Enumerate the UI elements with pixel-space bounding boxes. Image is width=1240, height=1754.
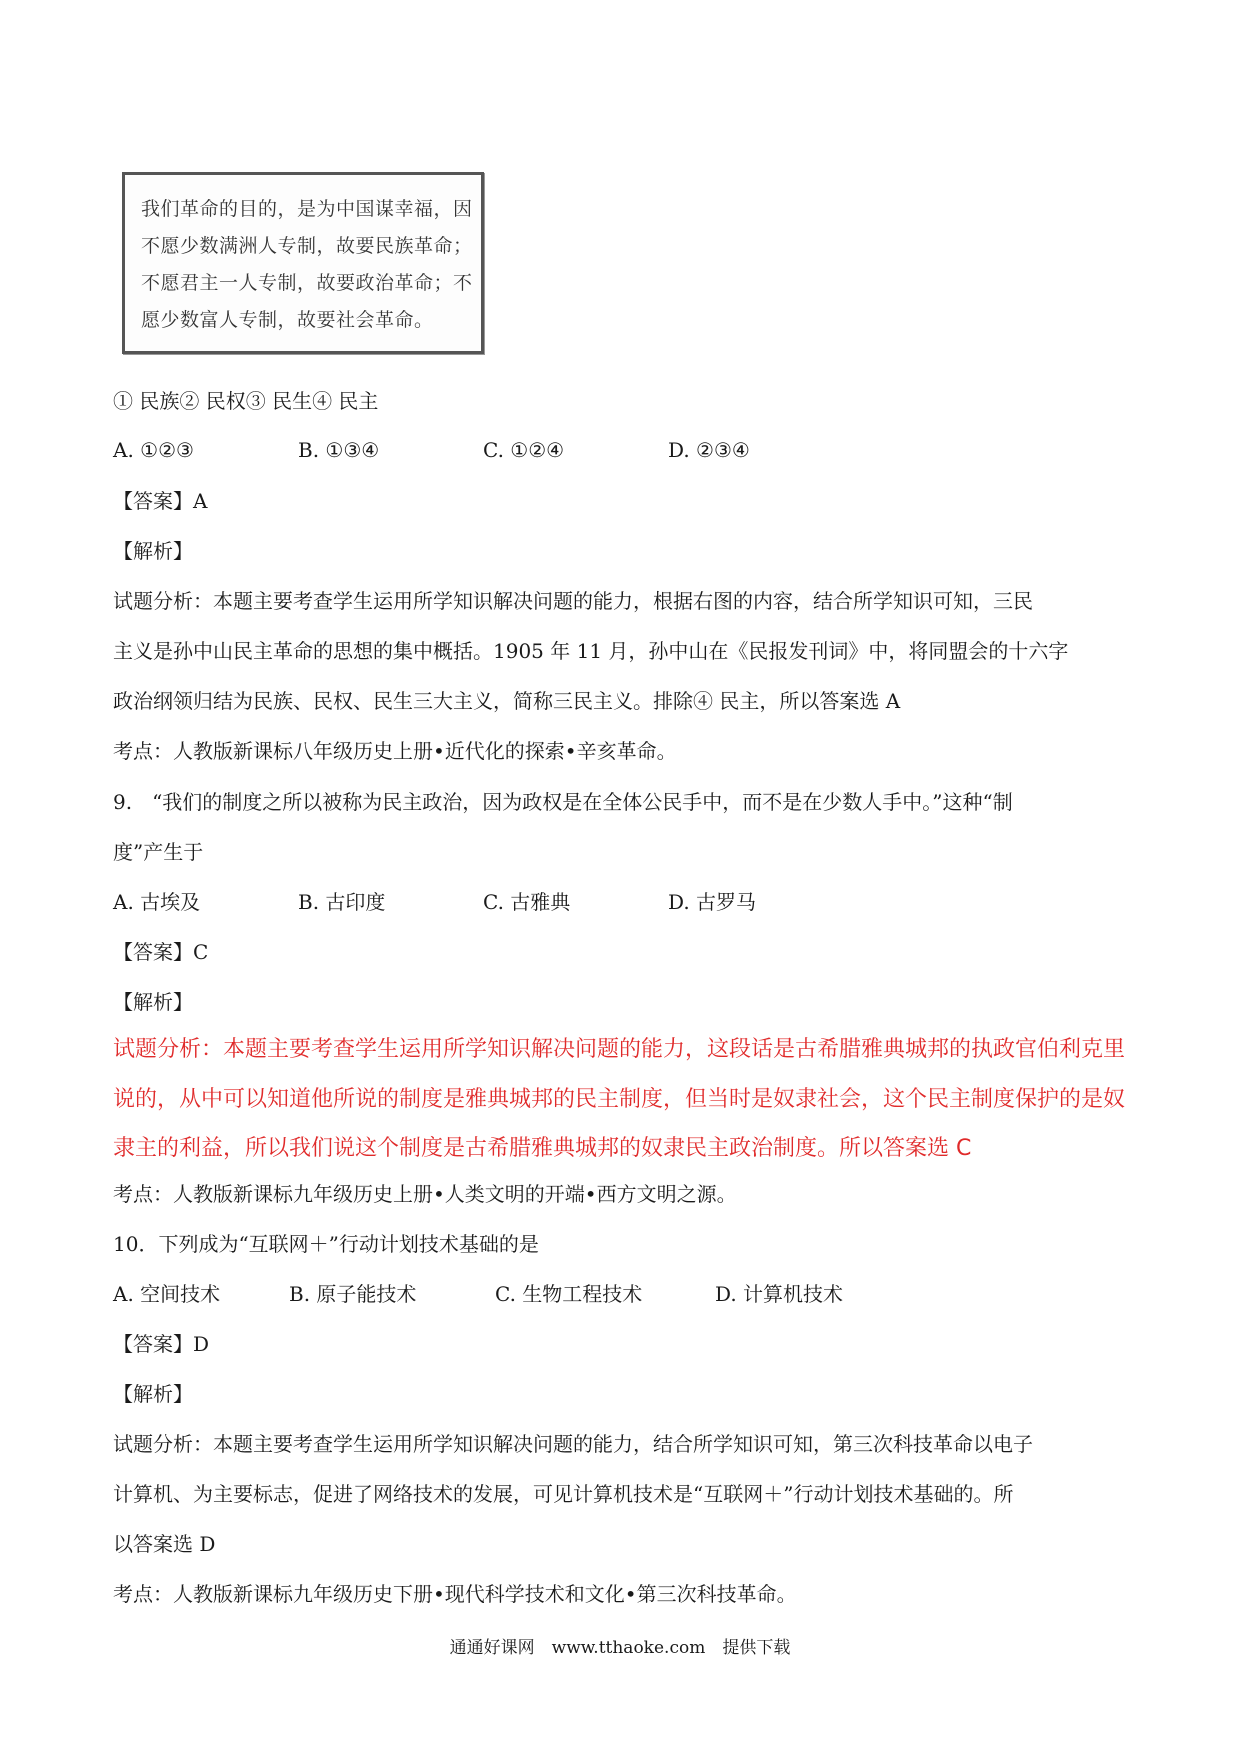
q8-option-a: A. ①②③ (113, 438, 194, 462)
q8-items: ① 民族② 民权③ 民生④ 民主 (113, 389, 379, 413)
q9-analysis-line: 隶主的利益，所以我们说这个制度是古希腊雅典城邦的奴隶民主政治制度。所以答案选 C (113, 1136, 972, 1161)
page-footer: 通通好课网 www.tthaoke.com 提供下载 (449, 1638, 791, 1658)
q10-analysis-line: 计算机、为主要标志，促进了网络技术的发展，可见计算机技术是“互联网＋”行动计划技术基础的。所 (113, 1482, 1014, 1506)
q10-analysis-line: 试题分析：本题主要考查学生运用所学知识解决问题的能力，结合所学知识可知，第三次科技革命以电子 (113, 1432, 1033, 1456)
q8-analysis-line: 政治纲领归结为民族、民权、民生三大主义，简称三民主义。排除④ 民主，所以答案选 A (113, 689, 901, 713)
quote-line: 不愿少数满洲人专制，故要民族革命； (141, 235, 473, 257)
q9-analysis-line: 说的，从中可以知道他所说的制度是雅典城邦的民主制度，但当时是奴隶社会，这个民主制度保护的是奴 (113, 1087, 1126, 1112)
q8-analysis-line: 试题分析：本题主要考查学生运用所学知识解决问题的能力，根据右图的内容，结合所学知识可知，三民 (113, 589, 1033, 613)
q10-answer: 【答案】D (113, 1332, 210, 1356)
q10-option-c: C. 生物工程技术 (495, 1282, 643, 1306)
quote-line: 愿少数富人专制，故要社会革命。 (141, 309, 434, 331)
quote-image-box (122, 172, 484, 354)
q8-answer: 【答案】A (113, 489, 208, 513)
q8-analysis-line: 主义是孙中山民主革命的思想的集中概括。1905 年 11 月，孙中山在《民报发刊词》中，将同盟会的十六字 (113, 639, 1069, 663)
q10-option-d: D. 计算机技术 (715, 1282, 844, 1306)
q9-option-c: C. 古雅典 (483, 890, 571, 914)
quote-line: 不愿君主一人专制，故要政治革命；不 (141, 272, 473, 294)
q8-point: 考点：人教版新课标八年级历史上册•近代化的探索•辛亥革命。 (113, 739, 677, 763)
q8-option-b: B. ①③④ (298, 438, 380, 462)
q9-option-a: A. 古埃及 (113, 890, 201, 914)
quote-line: 我们革命的目的，是为中国谋幸福，因 (141, 198, 473, 220)
q8-analysis-label: 【解析】 (113, 539, 193, 563)
q10-analysis-label: 【解析】 (113, 1382, 193, 1406)
q8-options (113, 435, 750, 465)
q9-options (113, 887, 756, 917)
q8-option-d: D. ②③④ (668, 438, 750, 462)
q10-option-a: A. 空间技术 (113, 1282, 221, 1306)
q9-option-b: B. 古印度 (298, 890, 386, 914)
q10-stem: 10．下列成为“互联网＋”行动计划技术基础的是 (113, 1232, 539, 1256)
q8-option-c: C. ①②④ (483, 438, 565, 462)
q10-point: 考点：人教版新课标九年级历史下册•现代科学技术和文化•第三次科技革命。 (113, 1582, 797, 1606)
q10-option-b: B. 原子能技术 (289, 1282, 417, 1306)
q9-stem-line: 9. “我们的制度之所以被称为民主政治，因为政权是在全体公民手中，而不是在少数人手中。”这种“制 (113, 790, 1013, 814)
q9-analysis-line: 试题分析：本题主要考查学生运用所学知识解决问题的能力，这段话是古希腊雅典城邦的执政官伯利克里 (113, 1037, 1126, 1062)
q10-options (113, 1279, 843, 1309)
q10-analysis-line: 以答案选 D (113, 1532, 216, 1556)
q9-point: 考点：人教版新课标九年级历史上册•人类文明的开端•西方文明之源。 (113, 1182, 737, 1206)
q9-option-d: D. 古罗马 (668, 890, 757, 914)
q9-stem-line: 度”产生于 (113, 840, 204, 864)
q9-analysis-label: 【解析】 (113, 990, 193, 1014)
q9-answer: 【答案】C (113, 940, 209, 964)
